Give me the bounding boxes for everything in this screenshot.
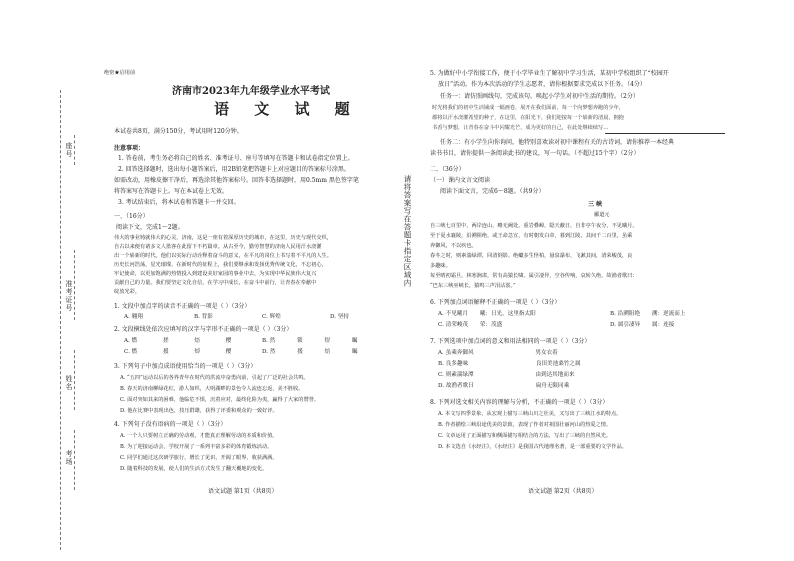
q2-a-3: 焙	[194, 338, 200, 344]
q7-option-d[interactable]	[438, 383, 569, 390]
q3-option-b[interactable]: B. 春天的济南柳绿花红，游人如织，大明湖畔的景色令人流连忘返，美不胜收。	[120, 386, 304, 392]
page-footer-2: 语文试题 第2页（共8页）	[528, 488, 598, 495]
question-6: 6. 下列加点词语解释不正确的一项是（ ）（3分）	[430, 299, 561, 306]
q7-b-2: 良田美池桑竹之属	[535, 361, 581, 367]
note-3: 3. 考试结束后，将本试卷和答题卡一并交回。	[118, 199, 240, 206]
text-line: 自三峡七百里中，两岸连山，略无阙处。重岩叠嶂，隐天蔽日，自非亭午夜分，不见曦月。	[430, 223, 638, 229]
notes-title: 注意事项：	[114, 145, 145, 152]
answer-underline	[605, 133, 725, 134]
q2-option-b[interactable]	[262, 338, 357, 345]
exam-room-label: 考场	[65, 450, 73, 466]
text-line: 多趣味。	[430, 263, 451, 269]
q2-d-1: D. 然	[262, 349, 276, 355]
passage-line: 历史长河浩荡，星光璀璨。在新时代的征程上，我们要继承和发扬优秀传统文化，不忘初心，	[114, 262, 327, 268]
exam-title: 济南市2023年九年级学业水平考试	[172, 86, 330, 97]
q3-option-d[interactable]: D. 他在比赛中表现出色，技压群雄，获得了评委和观众的一致好评。	[120, 408, 278, 414]
q7-option-a[interactable]	[438, 350, 558, 357]
q2-d-2: 援	[297, 349, 303, 355]
seat-blank	[74, 135, 75, 165]
passage-line: 牢记使命，以更加饱满的热情投入到建设美好家园的事业中去，为实现中华民族伟大复兴	[114, 271, 317, 277]
q7-option-b[interactable]	[438, 361, 581, 368]
q1-option-a[interactable]: A. 翱翔	[124, 314, 143, 320]
handwritten-line: 都将以汗水浇灌希望的种子，在这里，在阳光下，我们迎接每一个崭新的清晨，拥抱	[432, 115, 624, 121]
q6-c-word: C. 清荣峻茂	[438, 322, 469, 328]
q6-d-meaning: 属：连接	[652, 322, 675, 328]
q2-a-1: A. 燃	[124, 338, 138, 344]
q2-c-1: C. 燃	[124, 349, 138, 355]
text-line: 奔御风，不以疾也。	[430, 243, 477, 249]
question-3: 3. 下列句子中加点成语使用恰当的一项是（ ）（3分）	[114, 363, 257, 370]
text-line: “巴东三峡巫峡长，猿鸣三声泪沾裳。”	[430, 283, 516, 289]
q2-b-2: 锁	[297, 338, 303, 344]
q1-option-d[interactable]: D. 坚持	[330, 314, 350, 320]
handwritten-line: 书香与梦想，让青春在奋斗中闪耀光芒，成为更好的自己，在此处继续续写…	[432, 125, 609, 131]
q6-option-d[interactable]	[610, 322, 674, 329]
q7-b-1: B. 良多趣味	[438, 361, 469, 367]
secret-label: 绝密★启用前	[104, 70, 136, 76]
q2-d-3: 焙	[324, 349, 331, 355]
q8-option-d[interactable]: D. 本文选自《水经注》，《水经注》是我国古代地理名著，是一部重要的文学作品。	[438, 444, 627, 450]
q2-d-4: 瞩	[352, 349, 358, 355]
exam-room-blank	[74, 430, 75, 490]
question-5: 5. 为做好中小学衔接工作，便于小学毕业生了解初中学习生活，某初中学校组织了“校园开	[430, 70, 669, 77]
question-4: 4. 下列句子没有语病的一项是（ ）（3分）	[114, 421, 227, 428]
note-1: 1. 答卷前，考生务必将自己的姓名、准考证号、座号等填写在答题卡和试卷指定位置上。	[118, 155, 354, 162]
q6-d-word: D. 属引凄异	[610, 322, 641, 328]
q6-b-meaning: 溯：逆流而上	[651, 311, 686, 317]
name-blank	[74, 350, 75, 410]
passage-line: 贡献自己的力量。我们要坚定文化自信，在学习中成长，在奋斗中前行，让青春在奉献中	[114, 280, 317, 286]
q3-option-c[interactable]: C. 面对突如其来的困难，他临危不惧，沉着应对，最终化险为夷，赢得了大家的赞誉。	[120, 397, 320, 403]
read-instruction-2: 阅读下面文言，完成6～8题。（共9分）	[440, 188, 545, 195]
q2-b-4: 瞩	[351, 338, 358, 344]
read-instruction: 阅读下文，完成1～2题。	[116, 224, 184, 231]
q2-c-4: 樱	[225, 349, 232, 355]
question-1: 1. 文段中加点字的读音不正确的一项是（ ）（3分）	[114, 303, 251, 310]
q6-c-meaning: 荣：茂盛	[479, 322, 503, 328]
text-author: 郦道元	[594, 212, 610, 218]
q7-c-1: C. 则素湍绿潭	[438, 372, 474, 378]
q6-option-b[interactable]	[610, 311, 685, 318]
q7-d-1: D. 故渔者歌曰	[438, 383, 474, 389]
exam-intro: 本试卷共8页，满分150分，考试用时120分钟。	[114, 128, 243, 135]
q2-c-3: 焯	[194, 349, 201, 355]
binding-line	[60, 90, 61, 550]
answer-sheet-notice: 请将答案写在答题卡指定区域内	[403, 175, 412, 287]
note-2: 2. 回答选择题时，选出每小题答案后，用2B铅笔把答题卡上对应题目的答案标号涂黑。	[118, 166, 350, 173]
q1-option-c[interactable]: C. 辉煌	[262, 314, 281, 320]
q6-a-word: A. 不见曦月	[438, 311, 468, 317]
admission-blank	[74, 250, 75, 320]
note-2c: 将答案写在答题卡上。写在本试卷上无效。	[114, 188, 229, 195]
question-5-cont: 放日”活动。作为本次活动的学生志愿者，请你根据要求完成以下任务。（4分）	[438, 81, 646, 88]
q8-option-c[interactable]: C. 文章运用了正面描写和侧面描写相结合的方法，写出了三峡的自然风光。	[438, 433, 612, 439]
passage-line: 出一个崭新的时代。他们以实际行动诠释着奋斗的意义，在平凡的岗位上书写着不平凡的人生。	[114, 253, 332, 259]
q7-c-2: 由到达其地而来	[535, 372, 575, 378]
q4-option-d[interactable]: D. 随着科技的发展，使人们的生活方式发生了翻天覆地的变化。	[120, 466, 268, 472]
q7-d-2: 扁舟无限同乘	[535, 383, 570, 389]
page-footer-1: 语文试题 第1页（共8页）	[208, 488, 278, 495]
q2-b-1: B. 然	[262, 338, 276, 344]
question-7: 7. 下列选项中加点词的意义和用法相同的一项是（ ）（3分）	[430, 338, 591, 345]
q7-a-1: A. 虽乘奔御风	[438, 350, 474, 356]
text-line: 春冬之时，则素湍绿潭，回清倒影。绝巘多生怪柏，悬泉瀑布，飞漱其间，清荣峻茂，良	[430, 253, 633, 259]
passage-line: 自古以来便有诸多文人墨客在此留下不朽篇章。从古至今，勤劳智慧的济南人民用汗水浇灌	[114, 244, 322, 250]
subsection-1: （一）课内文言文阅读	[430, 177, 491, 184]
passage-line: 伟大的事业铸就伟大的心灵，济南，这是一座有着深厚历史的城市，在这里，历史与现代交织，	[114, 235, 332, 241]
q4-option-a[interactable]: A. 一个人只要树立正确的劳动观，才能真正理解劳动的本质和价值。	[120, 433, 278, 439]
q6-option-a[interactable]	[438, 311, 536, 318]
q2-a-2: 搓	[162, 338, 169, 344]
q2-a-4: 樱	[225, 338, 232, 344]
right-page	[410, 0, 794, 561]
q1-option-b[interactable]: B. 背影	[194, 314, 213, 320]
q2-option-d[interactable]	[262, 349, 358, 356]
section-1-heading: 一、（16分）	[114, 213, 149, 220]
q4-option-b[interactable]: B. 为了迎接运动会，学校开展了一系列丰富多彩的体育锻炼活动。	[120, 444, 273, 450]
q3-option-a[interactable]: A. “五四”运动以后的各界青年在时代的洪流中奋勇向前，引起了广泛的社会共鸣。	[120, 375, 309, 381]
text-title: 三 峡	[588, 201, 603, 208]
task-2-cont: 读书书目，请你提供一条阅读此书的建议，写一句话。（不超过15个字）（2分）	[430, 150, 640, 157]
q7-option-c[interactable]	[438, 372, 575, 379]
name-label: 姓名	[65, 375, 73, 391]
q2-c-2: 援	[163, 349, 169, 355]
note-2b: 如需改动，用橡皮擦干净后，再选涂其他答案标号。回答非选择题时，用0.5mm 黑色签字笔	[114, 177, 359, 184]
seat-label: 座号	[65, 142, 73, 158]
task-2: 任务二：有小学生向你询问，他特别喜欢读对初中课程有关的古诗词，请你推荐一本经典	[440, 139, 675, 146]
q6-b-word: B. 沿溯阻绝	[610, 311, 641, 317]
q8-option-a[interactable]: A. 本文写四季景象，从宏观上描写三峡山川之壮美，又写出了三峡江水的特点。	[438, 411, 622, 417]
subject-title: 语 文 试 题	[214, 100, 360, 118]
q7-a-2: 男女衣着	[535, 350, 558, 356]
text-line: 至于夏水襄陵，沿溯阻绝。或王命急宣，有时朝发白帝，暮到江陵，其间千二百里，虽乘	[430, 233, 633, 239]
q2-option-a[interactable]	[124, 338, 231, 345]
question-8: 8. 下列对选文相关内容的理解与分析，不正确的一项是（ ）（3分）	[430, 399, 609, 406]
q6-option-c[interactable]	[438, 322, 502, 329]
q2-option-c[interactable]	[124, 349, 231, 356]
q2-b-3: 煜	[324, 338, 331, 344]
q6-a-meaning: 曦：日光，这里指太阳	[479, 311, 536, 317]
admission-number-label: 准考证号	[65, 280, 73, 312]
passage-line: 绽放光彩。	[114, 289, 140, 295]
section-2-heading: 二、（36分）	[430, 166, 465, 173]
question-2: 2. 文段横线处依次应填写的汉字与字形不正确的一项是（ ）（3分）	[114, 326, 293, 333]
q4-option-c[interactable]: C. 同学们通过这次研学旅行，增长了见识，开阔了眼界，收获满满。	[120, 455, 278, 461]
q8-option-b[interactable]: B. 作者描绘三峡沿途优美的景致，表现了作者对祖国壮丽河山的热爱之情。	[438, 422, 612, 428]
text-line: 每至晴初霜旦，林寒涧肃，常有高猿长啸，属引凄异，空谷传响，哀转久绝。故渔者歌曰：	[430, 273, 638, 279]
task-1: 任务一：请仿照画线句，完成该句。唤起小学生对初中生活的期待。（2分）	[440, 93, 639, 100]
handwritten-line: 时光将我们的初中生活铺成一幅画卷，展开在我们面前，每一个向梦想奔跑的少年，	[432, 105, 624, 111]
